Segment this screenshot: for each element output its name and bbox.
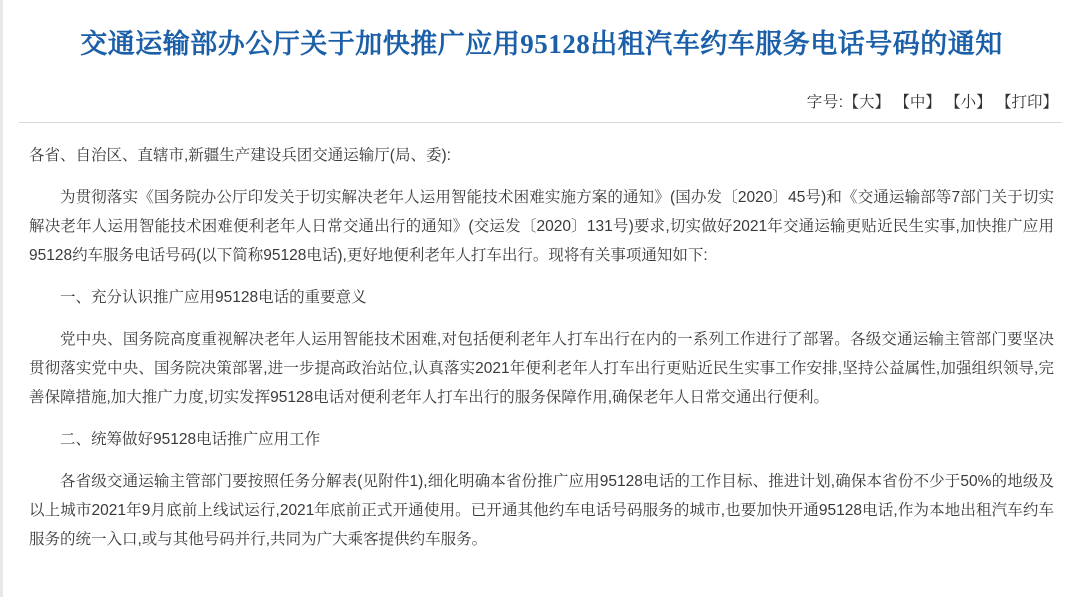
body-paragraph-1: 为贯彻落实《国务院办公厅印发关于切实解决老年人运用智能技术困难实施方案的通知》(国办发〔2020〕45号)和《交通运输部等7部门关于切实解决老年人运用智能技术困难便利老年人日常交通出行的通知》(交运发〔2020〕131号)要求,切实做好2021年交通运输更贴近民生实事,加快推广应用95128约车服务电话号码(以下简称95128电话),更好地便利老年人打车出行。现将有关事项通知如下: (29, 189, 1054, 264)
font-size-toolbar (3, 90, 1080, 122)
print-button[interactable]: 【打印】 (995, 94, 1058, 111)
font-size-label: 字号: (806, 94, 844, 111)
page-title: 交通运输部办公厅关于加快推广应用95128出租汽车约车服务电话号码的通知 (80, 29, 1003, 59)
font-size-medium-button[interactable]: 【中】 (894, 94, 941, 111)
document-body (3, 123, 1080, 554)
body-paragraph-3: 各省级交通运输主管部门要按照任务分解表(见附件1),细化明确本省份推广应用95128电话的工作目标、推进计划,确保本省份不少于50%的地级及以上城市2021年9月底前上线试运行,2021年底前正式开通使用。已开通其他约车电话号码服务的城市,也要加快开通95128电话,作为本地出租汽车约车服务的统一入口,或与其他号码并行,共同为广大乘客提供约车服务。 (29, 473, 1054, 548)
font-size-large-button[interactable]: 【大】 (843, 94, 891, 111)
salutation-paragraph: 各省、自治区、直辖市,新疆生产建设兵团交通运输厅(局、委): (29, 147, 451, 164)
section-heading-2: 二、统筹做好95128电话推广应用工作 (60, 431, 321, 448)
font-size-small-button[interactable]: 【小】 (945, 94, 992, 111)
body-paragraph-2: 党中央、国务院高度重视解决老年人运用智能技术困难,对包括便利老年人打车出行在内的一系列工作进行了部署。各级交通运输主管部门要坚决贯彻落实党中央、国务院决策部署,进一步提高政治站位,认真落实2021年便利老年人打车出行更贴近民生实事工作安排,坚持公益属性,加强组织领导,完善保障措施,加大推广力度,切实发挥95128电话对便利老年人打车出行的服务保障作用,确保老年人日常交通出行便利。 (29, 331, 1054, 406)
section-heading-1: 一、充分认识推广应用95128电话的重要意义 (60, 289, 367, 306)
